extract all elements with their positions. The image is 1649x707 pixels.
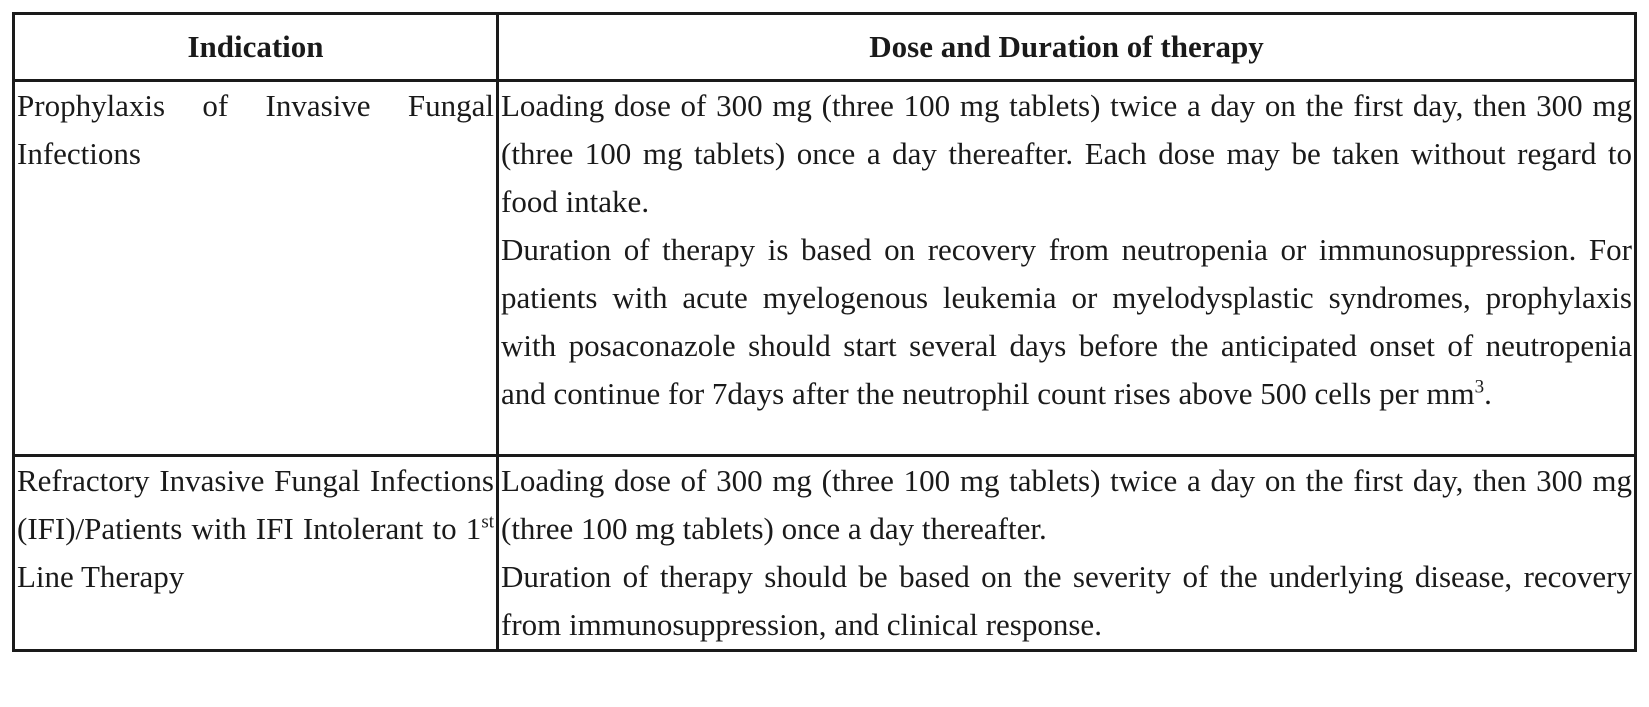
dose-cell — [498, 456, 1636, 651]
header-dose-duration: Dose and Duration of therapy — [498, 14, 1636, 81]
indication-cell — [14, 456, 498, 651]
indication-text-pre: Refractory Invasive Fungal Infections (IFI)/Patients with IFI Intolerant to 1 — [17, 463, 494, 546]
indication-cell — [14, 81, 498, 456]
dose-paragraph: Loading dose of 300 mg (three 100 mg tablets) twice a day on the first day, then 300 mg (three 100 mg tablets) once a day thereafter. — [501, 463, 1632, 546]
duration-text-end: . — [1484, 376, 1492, 411]
indication-text — [17, 457, 494, 601]
dose-paragraph: Loading dose of 300 mg (three 100 mg tablets) twice a day on the first day, then 300 mg (three 100 mg tablets) once a day thereafter. Each dose may be taken without regard to food intake. — [501, 88, 1632, 219]
indication-text: Prophylaxis of Invasive Fungal Infections — [17, 88, 494, 171]
duration-text: Duration of therapy is based on recovery from neutropenia or immunosuppression. For patients with acute myelogenous leukemia or myelodysplastic syndromes, prophylaxis with posaconazole should start several days before the anticipated onset of neutropenia and continue for 7days after the neutrophil count rises above 500 cells per mm — [501, 232, 1632, 411]
table-row — [14, 81, 1636, 456]
table-row — [14, 456, 1636, 651]
duration-paragraph — [501, 226, 1632, 418]
indication-text-post: Line Therapy — [17, 559, 185, 594]
table-header-row — [14, 14, 1636, 81]
superscript: st — [481, 511, 494, 533]
dose-cell — [498, 81, 1636, 456]
superscript: 3 — [1474, 376, 1485, 398]
header-indication: Indication — [14, 14, 498, 81]
duration-paragraph: Duration of therapy should be based on the severity of the underlying disease, recovery from immunosuppression, and clinical response. — [501, 559, 1632, 642]
dosage-table — [12, 12, 1637, 652]
